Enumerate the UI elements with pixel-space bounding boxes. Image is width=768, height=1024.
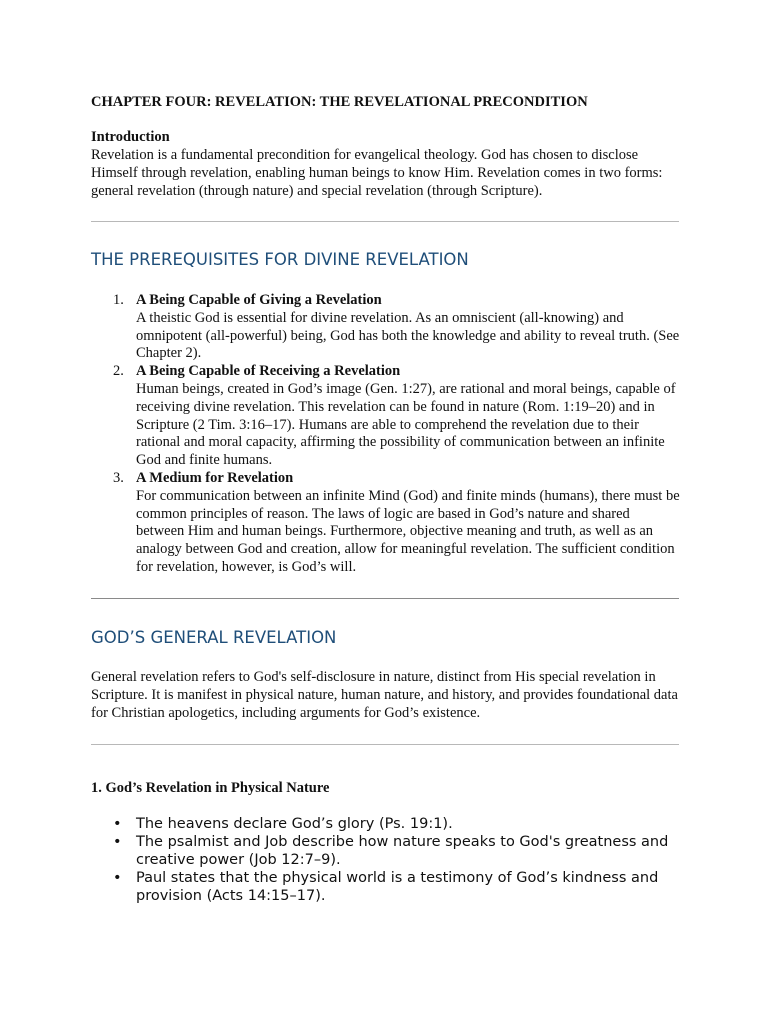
list-item-text: Paul states that the physical world is a testimony of God’s kindness and provision (Acts 14:15–17). [136, 870, 659, 904]
bullet-icon: • [113, 870, 122, 886]
list-item [91, 292, 681, 363]
list-item-body: Human beings, created in God’s image (Gen. 1:27), are rational and moral beings, capable of receiving divine revelation. This revelation can be found in nature (Rom. 1:19–20) and in Scripture (2 Tim. 3:16–17). Humans are able to comprehend the revelation due to their rational and moral capacity, affirming the possibility of communication between an infinite God and finite humans. [136, 380, 676, 469]
list-item-text: The psalmist and Job describe how nature speaks to God's greatness and creative power (Job 12:7–9). [136, 834, 669, 868]
list-item-text: The heavens declare God’s glory (Ps. 19:1). [136, 816, 453, 832]
intro-paragraph: Revelation is a fundamental precondition for evangelical theology. God has chosen to disclose Himself through revelation, enabling human beings to know Him. Revelation comes in two forms: general revelation (through nature) and special revelation (through Scripture). [91, 147, 663, 199]
sub-heading-physical-nature: 1. God’s Revelation in Physical Nature [91, 780, 330, 796]
list-item [91, 815, 681, 833]
list-item-title: A Being Capable of Receiving a Revelation [136, 363, 401, 380]
list-number: 3. [113, 469, 124, 486]
divider [91, 598, 679, 599]
bullet-icon: • [113, 816, 122, 832]
section-heading-general-revelation: GOD’S GENERAL REVELATION [91, 628, 337, 647]
list-item [91, 363, 681, 470]
list-item-title: A Medium for Revelation [136, 469, 294, 486]
chapter-title: CHAPTER FOUR: REVELATION: THE REVELATIONAL PRECONDITION [91, 94, 588, 110]
physical-nature-list [91, 815, 681, 905]
list-item [91, 833, 681, 869]
section-heading-prerequisites: THE PREREQUISITES FOR DIVINE REVELATION [91, 250, 469, 269]
bullet-icon: • [113, 834, 122, 850]
list-item-body: A theistic God is essential for divine revelation. As an omniscient (all-knowing) and omnipotent (all-powerful) being, God has both the knowledge and ability to reveal truth. (See Chapter 2). [136, 309, 680, 362]
list-number: 1. [113, 292, 124, 308]
intro-heading: Introduction [91, 129, 170, 145]
divider [91, 221, 679, 222]
divider [91, 744, 679, 745]
general-revelation-paragraph: General revelation refers to God's self-disclosure in nature, distinct from His special revelation in Scripture. It is manifest in physical nature, human nature, and history, and provides foundational data for Christian apologetics, including arguments for God’s existence. [91, 669, 678, 721]
list-item-body: For communication between an infinite Mind (God) and finite minds (humans), there must be common principles of reason. The laws of logic are based in God’s nature and shared between Him and human beings. Furthermore, objective meaning and truth, as well as an analogy between God and creation, allow for meaningful revelation. The sufficient condition for revelation, however, is God’s will. [136, 487, 680, 575]
list-number: 2. [113, 363, 124, 380]
list-item [91, 869, 681, 905]
list-item [91, 470, 681, 577]
prerequisites-list [91, 292, 681, 577]
list-item-title: A Being Capable of Giving a Revelation [136, 292, 382, 308]
